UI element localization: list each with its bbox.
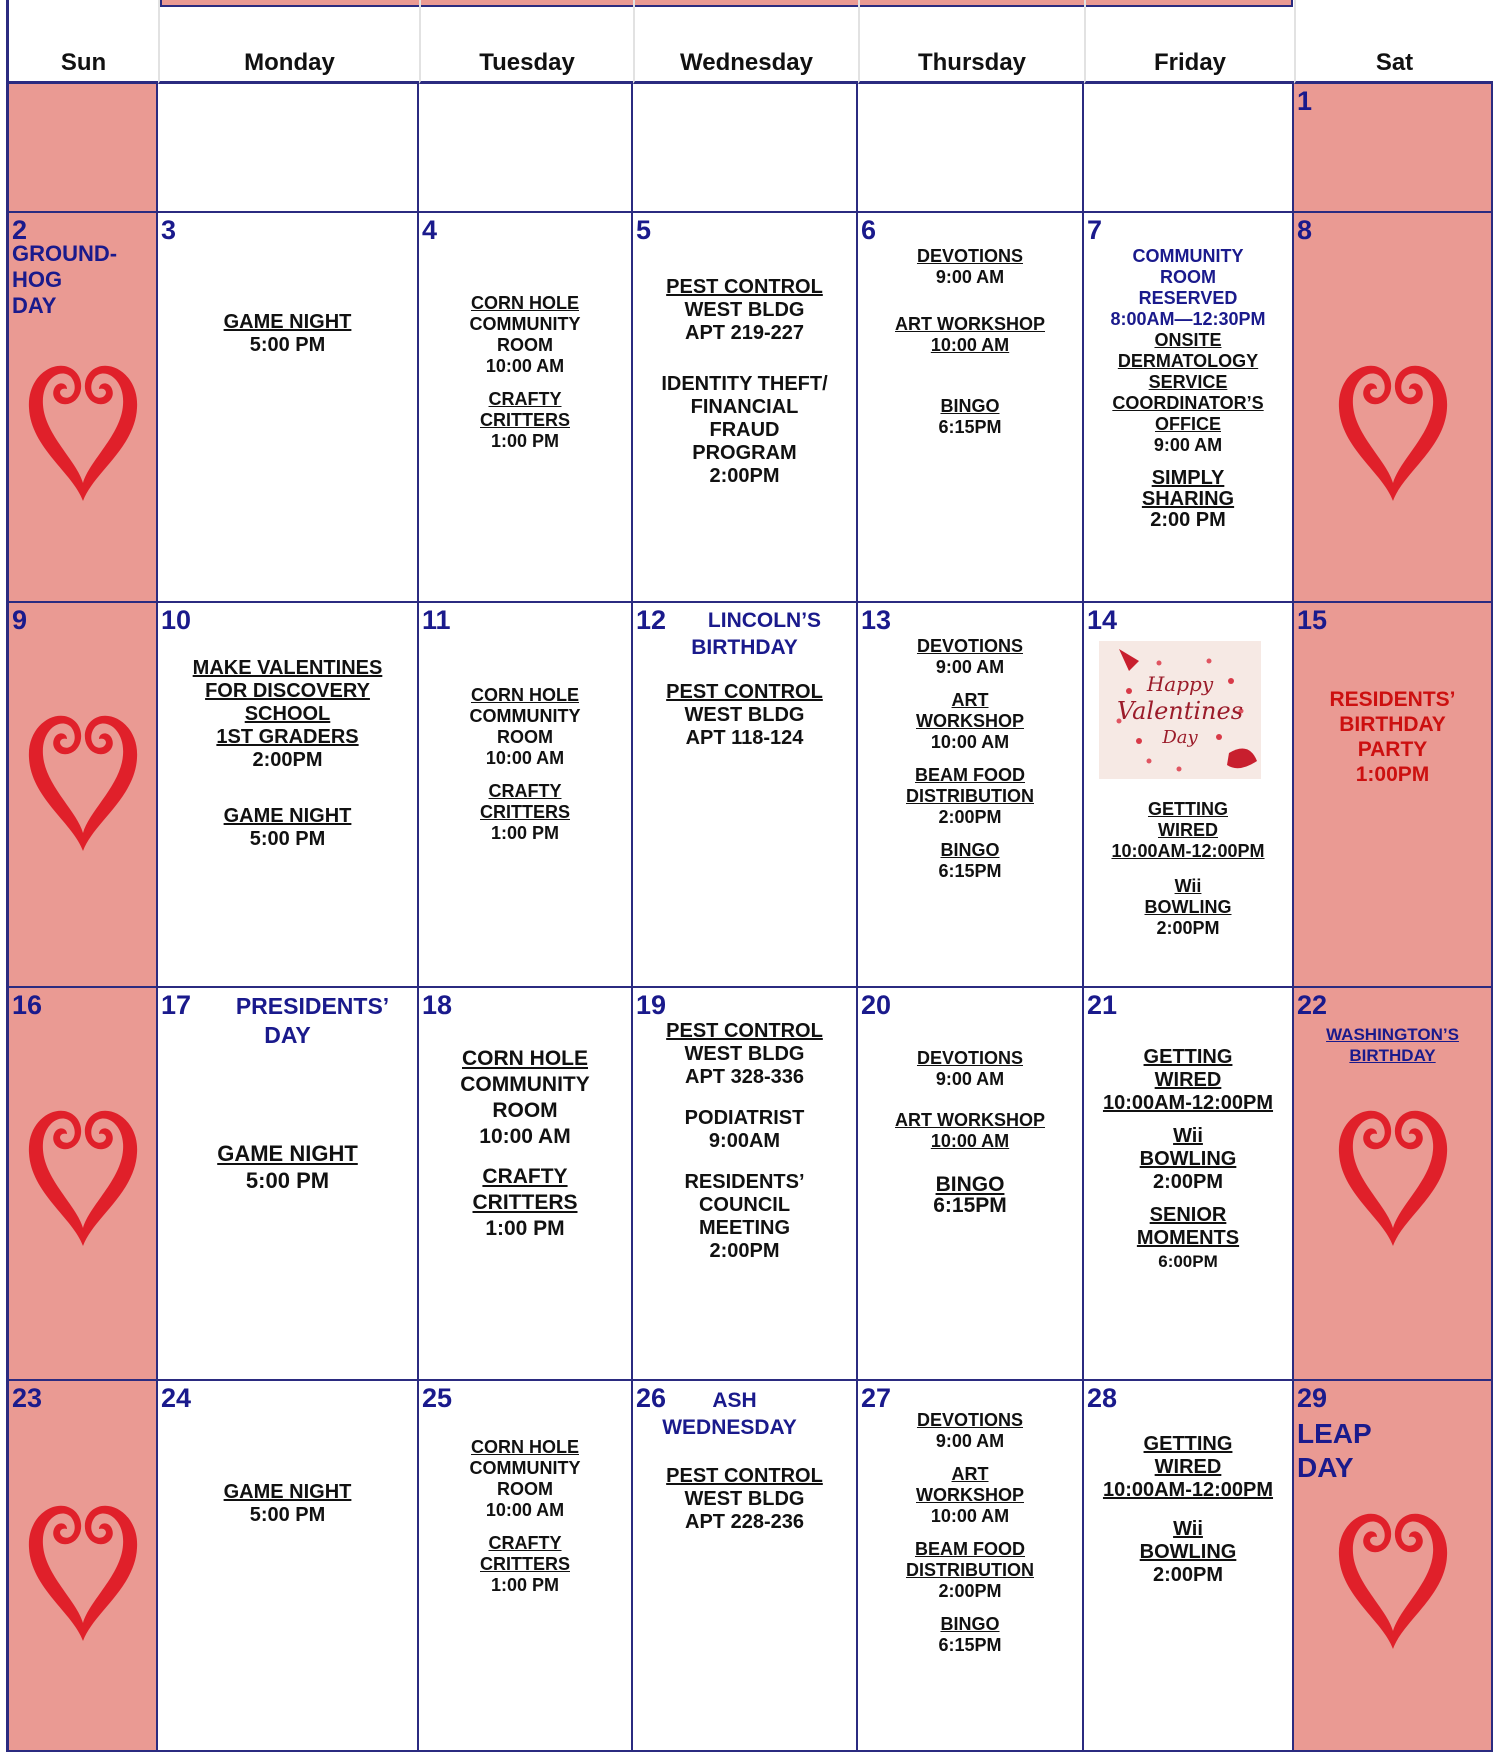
event-location: WEST BLDG [684,704,805,726]
event-title: BOWLING [1139,1541,1237,1563]
event-pest-control [633,681,856,750]
event-pest-control [633,276,856,488]
event-title: COORDINATOR’S [1112,393,1264,413]
event-title: BEAM FOOD [915,1539,1025,1559]
day-cell-3 [158,213,419,603]
event-pest-control [633,1465,856,1534]
event-time: 2:00 PM [1150,509,1226,531]
day-number: 21 [1087,990,1118,1020]
event-title: ROOM [1160,267,1216,287]
event-title: DEVOTIONS [916,246,1023,266]
event-game-night [158,311,417,357]
event-title: BINGO [940,1614,1000,1634]
event-time: 10:00AM-12:00PM [1102,1092,1274,1114]
event-time: 10:00AM-12:00PM [1111,841,1265,861]
day-number: 10 [161,605,192,635]
event-location: WEST BLDG [684,1043,805,1065]
valentines-image [1099,641,1261,779]
day-number: 9 [12,605,28,635]
empty-day-cell [1084,84,1294,213]
event-title: FINANCIAL [690,396,799,418]
event-title: GAME NIGHT [217,1141,358,1166]
holiday-line: BIRTHDAY [691,636,798,659]
event-title: BINGO [935,1173,1005,1196]
event-title: CRAFTY [482,1165,568,1188]
day-number: 6 [861,215,877,245]
valentines-image-text: Happy [1146,672,1214,696]
event-title: WIRED [1158,820,1218,840]
event-title: CRITTERS [480,410,570,430]
day-cell-14 [1084,603,1294,988]
event-title: SERVICE [1148,372,1228,392]
empty-day-cell [6,84,158,213]
event-title: RESIDENTS’ [684,1171,805,1193]
event-title: MOMENTS [1136,1227,1240,1249]
day-cell-17 [158,988,419,1381]
day-number: 22 [1297,990,1328,1020]
event-time: 9:00 AM [1153,435,1223,455]
event-title: FOR DISCOVERY [205,680,370,702]
event-list [1084,799,1292,939]
event-list [419,1437,631,1596]
holiday-line: BIRTHDAY [1349,1046,1436,1065]
day-cell-25 [419,1381,633,1752]
event-list [858,246,1082,438]
event-title: PARTY [1357,738,1428,761]
day-number: 26 [636,1383,667,1413]
event-time: 2:00PM [938,807,1002,827]
event-location: COMMUNITY [469,706,581,726]
event-title: IDENTITY THEFT/ [661,373,828,395]
event-title: ART [951,690,989,710]
event-time: 9:00 AM [935,1069,1005,1089]
day-number: 14 [1087,605,1118,635]
event-time: 5:00 PM [245,1168,330,1193]
event-title: SIMPLY [1151,467,1225,489]
empty-day-cell [858,84,1084,213]
event-title: COUNCIL [698,1194,791,1216]
event-title: BOWLING [1144,897,1232,917]
event-time: 10:00 AM [485,356,565,376]
day-cell-15 [1294,603,1493,988]
holiday-line: HOG [12,267,63,292]
event-time: 8:00AM—12:30PM [1110,309,1266,329]
event-location: APT 228-236 [685,1511,804,1533]
event-list [419,685,631,844]
holiday-line: LINCOLN’S [707,609,822,632]
event-time: 6:00PM [1158,1252,1218,1271]
day-number: 16 [12,990,43,1020]
day-number: 18 [422,990,453,1020]
event-title: DERMATOLOGY [1117,351,1259,371]
event-title: BIRTHDAY [1339,713,1446,736]
event-title: CRAFTY [488,781,562,801]
event-corn-hole [419,293,631,452]
day-number: 29 [1297,1383,1328,1413]
event-title: MAKE VALENTINES [192,657,383,679]
event-title: GAME NIGHT [223,311,352,333]
event-title: CRAFTY [488,389,562,409]
event-time: 5:00 PM [249,828,326,850]
event-title: RESERVED [1138,288,1238,308]
event-title: SHARING [1141,488,1235,510]
event-title: PEST CONTROL [666,1465,823,1487]
event-location: WEST BLDG [684,299,805,321]
day-number: 23 [12,1383,43,1413]
header-sat: Sat [1294,0,1493,84]
event-title: CRITTERS [480,802,570,822]
day-number: 3 [161,215,177,245]
event-title: CORN HOLE [471,685,579,705]
event-title: BOWLING [1139,1148,1237,1170]
event-title: CRITTERS [480,1554,570,1574]
valentines-image-text: Day [1162,727,1198,748]
event-title: ART [951,1464,989,1484]
event-time: 2:00PM [709,465,780,487]
event-title: WIRED [1154,1069,1222,1091]
event-title: MEETING [698,1217,791,1239]
event-title: Wii [1174,876,1202,896]
holiday-label [158,992,417,1050]
event-title: PODIATRIST [684,1107,805,1129]
event-title: GETTING [1143,1046,1233,1068]
day-number: 25 [422,1383,453,1413]
event-time: 10:00 AM [479,1125,571,1148]
event-title: DEVOTIONS [916,1048,1023,1068]
event-list [158,657,417,851]
event-time: 9:00 AM [935,657,1005,677]
holiday-line: DAY [264,1022,311,1048]
day-number: 1 [1297,86,1313,116]
event-location: COMMUNITY [469,314,581,334]
event-time: 9:00 AM [935,267,1005,287]
header-friday: Friday [1084,0,1294,84]
event-title: COMMUNITY [1132,246,1244,266]
day-number: 13 [861,605,892,635]
day-cell-24 [158,1381,419,1752]
event-time: 9:00 AM [935,1431,1005,1451]
event-title: CRITTERS [472,1191,578,1214]
event-title: GETTING [1148,799,1228,819]
event-title: GAME NIGHT [223,805,352,827]
event-list [858,636,1082,882]
heart-swirl-icon [23,1493,143,1643]
day-cell-7 [1084,213,1294,603]
event-time: 5:00 PM [249,334,326,356]
event-list [633,1020,856,1263]
holiday-label [1297,1417,1372,1485]
day-number: 11 [422,605,451,635]
event-location: WEST BLDG [684,1488,805,1510]
day-cell-22 [1294,988,1493,1381]
header-monday: Monday [158,0,419,84]
day-number: 2 [12,215,28,245]
day-number: 7 [1087,215,1103,245]
event-time: 10:00AM-12:00PM [1102,1479,1274,1501]
event-time: 2:00PM [252,749,323,771]
event-time: 2:00PM [1152,1564,1224,1586]
event-time: 2:00PM [1152,1171,1224,1193]
event-time: 6:15PM [938,417,1002,437]
day-cell-13 [858,603,1084,988]
day-number: 15 [1297,605,1328,635]
event-title: PEST CONTROL [666,681,823,703]
day-cell-8 [1294,213,1493,603]
event-title: ART WORKSHOP [895,1110,1045,1130]
event-title: BEAM FOOD [915,765,1025,785]
event-time: 1:00PM [1355,763,1430,786]
event-title: OFFICE [1155,414,1221,434]
holiday-line: DAY [1297,1452,1354,1483]
holiday-line: WASHINGTON’S [1326,1025,1459,1044]
event-title: DISTRIBUTION [906,786,1034,806]
holiday-line: DAY [12,293,57,318]
heart-swirl-icon [23,703,143,853]
event-location: APT 328-336 [685,1066,804,1088]
event-location: ROOM [492,1099,558,1122]
day-cell-16 [6,988,158,1381]
day-cell-5 [633,213,858,603]
day-number: 28 [1087,1383,1118,1413]
day-number: 5 [636,215,652,245]
holiday-label [1294,1024,1491,1066]
event-title: SCHOOL [244,703,331,725]
event-time: 10:00 AM [930,1506,1010,1526]
event-list [1084,1046,1292,1273]
event-time: 1:00 PM [490,431,560,451]
event-title: BINGO [940,840,1000,860]
day-cell-9 [6,603,158,988]
event-title: PEST CONTROL [666,1020,823,1042]
event-game-night [158,1481,417,1527]
event-location: COMMUNITY [460,1073,590,1096]
day-number: 12 [636,605,667,635]
day-cell-11 [419,603,633,988]
empty-day-cell [158,84,419,213]
event-location: COMMUNITY [469,1458,581,1478]
day-cell-27 [858,1381,1084,1752]
holiday-label [12,241,117,319]
event-location: ROOM [497,727,553,747]
valentines-hearts-graphic [1099,641,1261,779]
event-time: 1:00 PM [490,823,560,843]
day-cell-4 [419,213,633,603]
event-time: 2:00PM [709,1240,780,1262]
day-cell-29 [1294,1381,1493,1752]
day-number: 8 [1297,215,1313,245]
valentines-image-text: Valentines [1116,697,1244,725]
event-time: 10:00 AM [485,1500,565,1520]
day-number: 24 [161,1383,192,1413]
event-title: BINGO [940,396,1000,416]
heart-swirl-icon [23,1098,143,1248]
event-title: CORN HOLE [462,1047,588,1070]
event-title: ONSITE [1154,330,1222,350]
event-title: WORKSHOP [916,1485,1024,1505]
event-title: DISTRIBUTION [906,1560,1034,1580]
calendar-grid [6,0,1493,1752]
day-cell-23 [6,1381,158,1752]
event-time: 2:00PM [1156,918,1220,938]
day-cell-19 [633,988,858,1381]
event-title: CRAFTY [488,1533,562,1553]
event-title: CORN HOLE [471,1437,579,1457]
event-title: DEVOTIONS [916,1410,1023,1430]
header-sun: Sun [6,0,158,84]
event-time: 5:00 PM [249,1504,326,1526]
event-list [1084,1433,1292,1587]
event-title: WIRED [1154,1456,1222,1478]
empty-day-cell [633,84,858,213]
event-title: WORKSHOP [916,711,1024,731]
event-title: DEVOTIONS [916,636,1023,656]
heart-swirl-icon [1333,353,1453,503]
event-game-night [158,1140,417,1194]
header-tuesday: Tuesday [419,0,633,84]
event-title: Wii [1173,1518,1203,1540]
event-time: 1:00 PM [490,1575,560,1595]
event-time: 10:00 AM [930,335,1010,355]
event-title: Wii [1173,1125,1203,1147]
event-time: 10:00 AM [930,732,1010,752]
header-thursday: Thursday [858,0,1084,84]
event-title: 1ST GRADERS [216,726,359,748]
event-time: 1:00 PM [485,1217,565,1240]
event-time: 6:15PM [938,861,1002,881]
day-cell-28 [1084,1381,1294,1752]
holiday-label [633,607,856,661]
event-time: 10:00 AM [930,1131,1010,1151]
event-time: 2:00PM [938,1581,1002,1601]
heart-swirl-icon [1333,1098,1453,1248]
day-cell-21 [1084,988,1294,1381]
event-title: GAME NIGHT [223,1481,352,1503]
day-cell-10 [158,603,419,988]
event-time: 9:00AM [708,1130,781,1152]
event-title: ART WORKSHOP [895,314,1045,334]
event-title: GETTING [1143,1433,1233,1455]
event-time: 6:15PM [933,1194,1007,1217]
holiday-line: GROUND- [12,241,118,266]
event-title: PROGRAM [692,442,797,464]
day-number: 27 [861,1383,892,1413]
day-cell-18 [419,988,633,1381]
holiday-line: PRESIDENTS’ [235,993,390,1019]
event-time: 10:00 AM [485,748,565,768]
day-cell-26 [633,1381,858,1752]
holiday-label [633,1387,856,1441]
day-cell-20 [858,988,1084,1381]
day-number: 17 [161,990,192,1020]
event-list [1084,246,1292,531]
day-cell-6 [858,213,1084,603]
heart-swirl-icon [1333,1501,1453,1651]
day-number: 19 [636,990,667,1020]
event-location: ROOM [497,335,553,355]
event-residents-birthday-party [1294,687,1491,787]
day-cell-12 [633,603,858,988]
holiday-line: LEAP [1297,1418,1372,1449]
event-title: RESIDENTS’ [1329,688,1456,711]
holiday-line: ASH [712,1389,757,1412]
event-list [419,1046,631,1242]
event-title: SENIOR [1149,1204,1227,1226]
event-time: 6:15PM [938,1635,1002,1655]
event-list [858,1410,1082,1656]
heart-swirl-icon [23,353,143,503]
day-cell-1 [1294,84,1493,213]
empty-day-cell [419,84,633,213]
day-cell-2 [6,213,158,603]
event-location: APT 118-124 [685,727,804,749]
event-title: CORN HOLE [471,293,579,313]
event-list [858,1048,1082,1216]
day-number: 4 [422,215,438,245]
holiday-line: WEDNESDAY [662,1416,797,1439]
header-wednesday: Wednesday [633,0,858,84]
event-title: FRAUD [709,419,780,441]
event-location: APT 219-227 [685,322,804,344]
event-location: ROOM [497,1479,553,1499]
event-title: PEST CONTROL [666,276,823,298]
day-number: 20 [861,990,892,1020]
